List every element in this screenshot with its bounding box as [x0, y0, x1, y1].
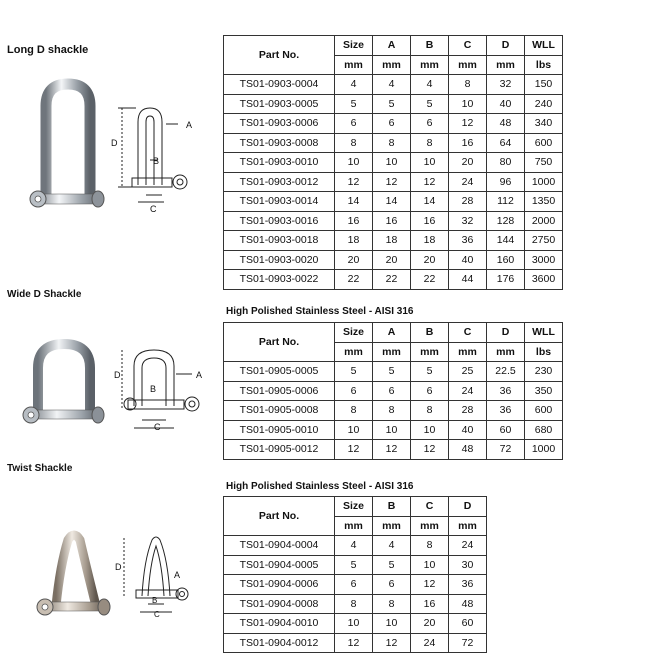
- value-cell: 60: [449, 614, 487, 634]
- column-unit: mm: [487, 342, 525, 362]
- column-unit: mm: [449, 342, 487, 362]
- value-cell: 1000: [525, 172, 563, 192]
- section-title-twist: Twist Shackle: [7, 463, 73, 474]
- table-row: [224, 114, 563, 134]
- part-number-cell: TS01-0904-0008: [224, 594, 335, 614]
- value-cell: 44: [449, 270, 487, 290]
- value-cell: 600: [525, 401, 563, 421]
- value-cell: 22: [335, 270, 373, 290]
- value-cell: 16: [373, 211, 411, 231]
- column-unit: lbs: [525, 55, 563, 75]
- value-cell: 5: [373, 555, 411, 575]
- table-row: [224, 172, 563, 192]
- table-row: [224, 594, 487, 614]
- drawing-label-a: A: [174, 570, 181, 580]
- table-row: [224, 633, 487, 653]
- part-number-cell: TS01-0903-0016: [224, 211, 335, 231]
- value-cell: 112: [487, 192, 525, 212]
- column-header: C: [449, 323, 487, 343]
- drawing-label-c: C: [150, 204, 157, 214]
- column-header: A: [373, 36, 411, 56]
- value-cell: 750: [525, 153, 563, 173]
- value-cell: 20: [411, 250, 449, 270]
- table-row: [224, 575, 487, 595]
- column-header: WLL: [525, 323, 563, 343]
- drawing-label-b: B: [153, 156, 160, 166]
- value-cell: 5: [411, 362, 449, 382]
- value-cell: 144: [487, 231, 525, 251]
- part-number-cell: TS01-0904-0006: [224, 575, 335, 595]
- value-cell: 18: [373, 231, 411, 251]
- value-cell: 40: [449, 250, 487, 270]
- value-cell: 8: [411, 401, 449, 421]
- value-cell: 160: [487, 250, 525, 270]
- value-cell: 8: [411, 133, 449, 153]
- value-cell: 22: [373, 270, 411, 290]
- table-row: [224, 231, 563, 251]
- value-cell: 14: [335, 192, 373, 212]
- part-number-cell: TS01-0903-0005: [224, 94, 335, 114]
- value-cell: 8: [335, 401, 373, 421]
- column-unit: lbs: [525, 342, 563, 362]
- table-row: [224, 555, 487, 575]
- value-cell: 12: [335, 172, 373, 192]
- column-header-part-no: Part No.: [224, 323, 335, 362]
- value-cell: 680: [525, 420, 563, 440]
- value-cell: 6: [335, 114, 373, 134]
- column-unit: mm: [335, 55, 373, 75]
- part-number-cell: TS01-0903-0020: [224, 250, 335, 270]
- value-cell: 80: [487, 153, 525, 173]
- value-cell: 40: [449, 420, 487, 440]
- part-number-cell: TS01-0905-0006: [224, 381, 335, 401]
- value-cell: 48: [487, 114, 525, 134]
- column-header: D: [487, 323, 525, 343]
- value-cell: 12: [373, 440, 411, 460]
- value-cell: 8: [335, 594, 373, 614]
- drawing-label-b: B: [150, 384, 157, 394]
- twist-shackle-photo: [34, 526, 114, 626]
- value-cell: 10: [411, 555, 449, 575]
- table-row: [224, 133, 563, 153]
- value-cell: 36: [487, 381, 525, 401]
- value-cell: 18: [411, 231, 449, 251]
- column-unit: mm: [373, 342, 411, 362]
- value-cell: 5: [335, 362, 373, 382]
- part-number-cell: TS01-0903-0022: [224, 270, 335, 290]
- value-cell: 5: [373, 362, 411, 382]
- value-cell: 20: [373, 250, 411, 270]
- column-header: B: [373, 497, 411, 517]
- value-cell: 5: [335, 94, 373, 114]
- table-row: [224, 153, 563, 173]
- value-cell: 22.5: [487, 362, 525, 382]
- part-number-cell: TS01-0903-0010: [224, 153, 335, 173]
- column-unit: mm: [335, 342, 373, 362]
- value-cell: 2000: [525, 211, 563, 231]
- value-cell: 12: [335, 633, 373, 653]
- long-d-shackle-photo: [28, 78, 108, 218]
- value-cell: 5: [373, 94, 411, 114]
- value-cell: 10: [411, 153, 449, 173]
- value-cell: 6: [335, 575, 373, 595]
- value-cell: 48: [449, 440, 487, 460]
- part-number-cell: TS01-0904-0005: [224, 555, 335, 575]
- value-cell: 10: [411, 420, 449, 440]
- value-cell: 32: [487, 75, 525, 95]
- part-number-cell: TS01-0903-0008: [224, 133, 335, 153]
- drawing-label-d: D: [115, 562, 122, 572]
- value-cell: 4: [373, 75, 411, 95]
- value-cell: 24: [449, 536, 487, 556]
- part-number-cell: TS01-0904-0004: [224, 536, 335, 556]
- column-unit: mm: [411, 516, 449, 536]
- value-cell: 24: [449, 172, 487, 192]
- value-cell: 48: [449, 594, 487, 614]
- value-cell: 350: [525, 381, 563, 401]
- value-cell: 40: [487, 94, 525, 114]
- drawing-label-b: B: [152, 596, 158, 605]
- value-cell: 12: [449, 114, 487, 134]
- column-header: B: [411, 36, 449, 56]
- value-cell: 10: [335, 153, 373, 173]
- value-cell: 14: [373, 192, 411, 212]
- value-cell: 10: [373, 614, 411, 634]
- column-header: Size: [335, 323, 373, 343]
- drawing-label-c: C: [154, 422, 161, 432]
- column-unit: mm: [487, 55, 525, 75]
- value-cell: 28: [449, 401, 487, 421]
- table-row: [224, 614, 487, 634]
- table-row: [224, 362, 563, 382]
- table-row: [224, 94, 563, 114]
- part-number-cell: TS01-0903-0004: [224, 75, 335, 95]
- value-cell: 4: [411, 75, 449, 95]
- value-cell: 8: [373, 133, 411, 153]
- part-number-cell: TS01-0903-0018: [224, 231, 335, 251]
- part-number-cell: TS01-0905-0005: [224, 362, 335, 382]
- table-row: [224, 211, 563, 231]
- column-unit: mm: [449, 516, 487, 536]
- value-cell: 72: [449, 633, 487, 653]
- value-cell: 12: [373, 172, 411, 192]
- value-cell: 12: [411, 440, 449, 460]
- column-unit: mm: [373, 55, 411, 75]
- value-cell: 16: [449, 133, 487, 153]
- column-unit: mm: [335, 516, 373, 536]
- value-cell: 16: [335, 211, 373, 231]
- wide-d-technical-drawing: [112, 344, 207, 434]
- part-number-cell: TS01-0904-0012: [224, 633, 335, 653]
- value-cell: 2750: [525, 231, 563, 251]
- column-header: Size: [335, 497, 373, 517]
- column-unit: mm: [373, 516, 411, 536]
- value-cell: 340: [525, 114, 563, 134]
- table-row: [224, 270, 563, 290]
- value-cell: 24: [411, 633, 449, 653]
- value-cell: 12: [411, 172, 449, 192]
- value-cell: 6: [373, 575, 411, 595]
- value-cell: 6: [411, 114, 449, 134]
- column-header: D: [487, 36, 525, 56]
- material-caption-twist: High Polished Stainless Steel - AISI 316: [226, 481, 414, 492]
- drawing-label-c: C: [154, 610, 160, 619]
- value-cell: 4: [373, 536, 411, 556]
- value-cell: 8: [373, 594, 411, 614]
- part-number-cell: TS01-0903-0006: [224, 114, 335, 134]
- part-number-cell: TS01-0905-0008: [224, 401, 335, 421]
- value-cell: 3000: [525, 250, 563, 270]
- value-cell: 60: [487, 420, 525, 440]
- value-cell: 10: [335, 614, 373, 634]
- column-unit: mm: [449, 55, 487, 75]
- value-cell: 14: [411, 192, 449, 212]
- value-cell: 5: [335, 555, 373, 575]
- drawing-label-a: A: [186, 120, 193, 130]
- table-row: [224, 440, 563, 460]
- table-row: [224, 192, 563, 212]
- part-number-cell: TS01-0903-0012: [224, 172, 335, 192]
- value-cell: 28: [449, 192, 487, 212]
- column-unit: mm: [411, 55, 449, 75]
- value-cell: 176: [487, 270, 525, 290]
- value-cell: 3600: [525, 270, 563, 290]
- column-header: A: [373, 323, 411, 343]
- value-cell: 6: [373, 114, 411, 134]
- value-cell: 36: [449, 231, 487, 251]
- value-cell: 1350: [525, 192, 563, 212]
- table-row: [224, 75, 563, 95]
- column-header: WLL: [525, 36, 563, 56]
- section-title-long-d: Long D shackle: [7, 44, 89, 56]
- value-cell: 16: [411, 594, 449, 614]
- drawing-label-d: D: [114, 370, 121, 380]
- value-cell: 36: [487, 401, 525, 421]
- value-cell: 240: [525, 94, 563, 114]
- value-cell: 600: [525, 133, 563, 153]
- column-header: B: [411, 323, 449, 343]
- wide-d-spec-table: [223, 322, 563, 460]
- column-unit: mm: [411, 342, 449, 362]
- long-d-spec-table: [223, 35, 563, 290]
- value-cell: 64: [487, 133, 525, 153]
- material-caption-wide-d: High Polished Stainless Steel - AISI 316: [226, 306, 414, 317]
- value-cell: 10: [449, 94, 487, 114]
- value-cell: 16: [411, 211, 449, 231]
- value-cell: 150: [525, 75, 563, 95]
- table-row: [224, 381, 563, 401]
- wide-d-shackle-photo: [18, 336, 108, 432]
- value-cell: 24: [449, 381, 487, 401]
- value-cell: 10: [335, 420, 373, 440]
- table-row: [224, 401, 563, 421]
- table-row: [224, 536, 487, 556]
- value-cell: 10: [373, 420, 411, 440]
- long-d-technical-drawing: [108, 100, 198, 222]
- value-cell: 12: [411, 575, 449, 595]
- column-header-part-no: Part No.: [224, 497, 335, 536]
- section-title-wide-d: Wide D Shackle: [7, 289, 82, 300]
- value-cell: 12: [335, 440, 373, 460]
- value-cell: 5: [411, 94, 449, 114]
- twist-technical-drawing: [112, 530, 197, 620]
- twist-spec-table: [223, 496, 487, 653]
- part-number-cell: TS01-0905-0010: [224, 420, 335, 440]
- value-cell: 8: [335, 133, 373, 153]
- value-cell: 25: [449, 362, 487, 382]
- part-number-cell: TS01-0905-0012: [224, 440, 335, 460]
- value-cell: 20: [411, 614, 449, 634]
- value-cell: 20: [449, 153, 487, 173]
- value-cell: 128: [487, 211, 525, 231]
- column-header: Size: [335, 36, 373, 56]
- value-cell: 36: [449, 575, 487, 595]
- value-cell: 32: [449, 211, 487, 231]
- column-header: C: [449, 36, 487, 56]
- value-cell: 1000: [525, 440, 563, 460]
- value-cell: 22: [411, 270, 449, 290]
- drawing-label-a: A: [196, 370, 203, 380]
- value-cell: 4: [335, 536, 373, 556]
- table-row: [224, 420, 563, 440]
- value-cell: 96: [487, 172, 525, 192]
- column-header: C: [411, 497, 449, 517]
- value-cell: 10: [373, 153, 411, 173]
- column-header-part-no: Part No.: [224, 36, 335, 75]
- value-cell: 8: [411, 536, 449, 556]
- part-number-cell: TS01-0904-0010: [224, 614, 335, 634]
- value-cell: 8: [449, 75, 487, 95]
- value-cell: 72: [487, 440, 525, 460]
- value-cell: 30: [449, 555, 487, 575]
- value-cell: 6: [411, 381, 449, 401]
- value-cell: 230: [525, 362, 563, 382]
- value-cell: 6: [335, 381, 373, 401]
- value-cell: 20: [335, 250, 373, 270]
- part-number-cell: TS01-0903-0014: [224, 192, 335, 212]
- drawing-label-d: D: [111, 138, 118, 148]
- value-cell: 4: [335, 75, 373, 95]
- column-header: D: [449, 497, 487, 517]
- table-row: [224, 250, 563, 270]
- value-cell: 8: [373, 401, 411, 421]
- value-cell: 18: [335, 231, 373, 251]
- value-cell: 6: [373, 381, 411, 401]
- value-cell: 12: [373, 633, 411, 653]
